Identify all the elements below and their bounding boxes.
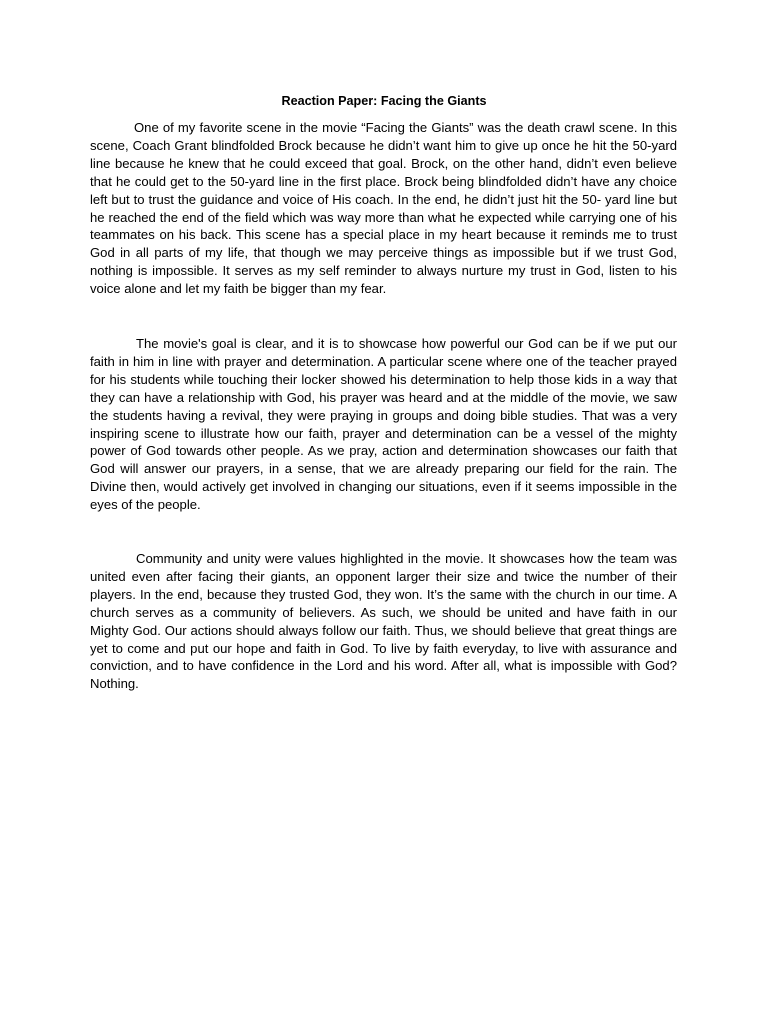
paragraph-2: The movie's goal is clear, and it is to showcase how powerful our God can be if we put our faith in him in line with prayer and determination. A particular scene where one of the teacher prayed for his students while touching their locker showed his determination to help those kids in a way that they can have a relationship with God, his prayer was heard and at the middle of the movie, we saw the students having a revival, they were praying in groups and doing bible studies. That was a very inspiring scene to illustrate how our faith, prayer and determination can be a vessel of the mighty power of God towards other people. As we pray, action and determination showcases our faith that God will answer our prayers, in a sense, that we are already preparing our field for the rain. The Divine then, would actively get involved in changing our situations, even if it seems impossible in the eyes of the people.	[90, 336, 677, 513]
paragraph-1: One of my favorite scene in the movie “Facing the Giants” was the death crawl scene. In this scene, Coach Grant blindfolded Brock because he didn’t want him to give up once he hit the 50-yard line because he knew that he could exceed that goal. Brock, on the other hand, didn’t even believe that he could get to the 50-yard line in the first place. Brock being blindfolded didn’t have any choice left but to trust the guidance and voice of His coach. In the end, he didn’t just hit the 50- yard line but he reached the end of the field which was way more than what he expected while carrying one of his teammates on his back. This scene has a special place in my heart because it reminds me to trust God in all parts of my life, that though we may perceive things as impossible but if we trust God, nothing is impossible. It serves as my self reminder to always nurture my trust in God, listen to his voice alone and let my faith be bigger than my fear.	[90, 120, 677, 297]
paragraph-3: Community and unity were values highlighted in the movie. It showcases how the team was united even after facing their giants, an opponent larger their size and twice the number of their players. In the end, because they trusted God, they won. It’s the same with the church in our time. A church serves as a community of believers. As such, we should be united and have faith in our Mighty God. Our actions should always follow our faith. Thus, we should believe that great things are yet to come and put our hope and faith in God. To live by faith everyday, to live with assurance and conviction, and to have confidence in the Lord and his word. After all, what is impossible with God? Nothing.	[90, 551, 677, 692]
page-title: Reaction Paper: Facing the Giants	[281, 94, 487, 108]
